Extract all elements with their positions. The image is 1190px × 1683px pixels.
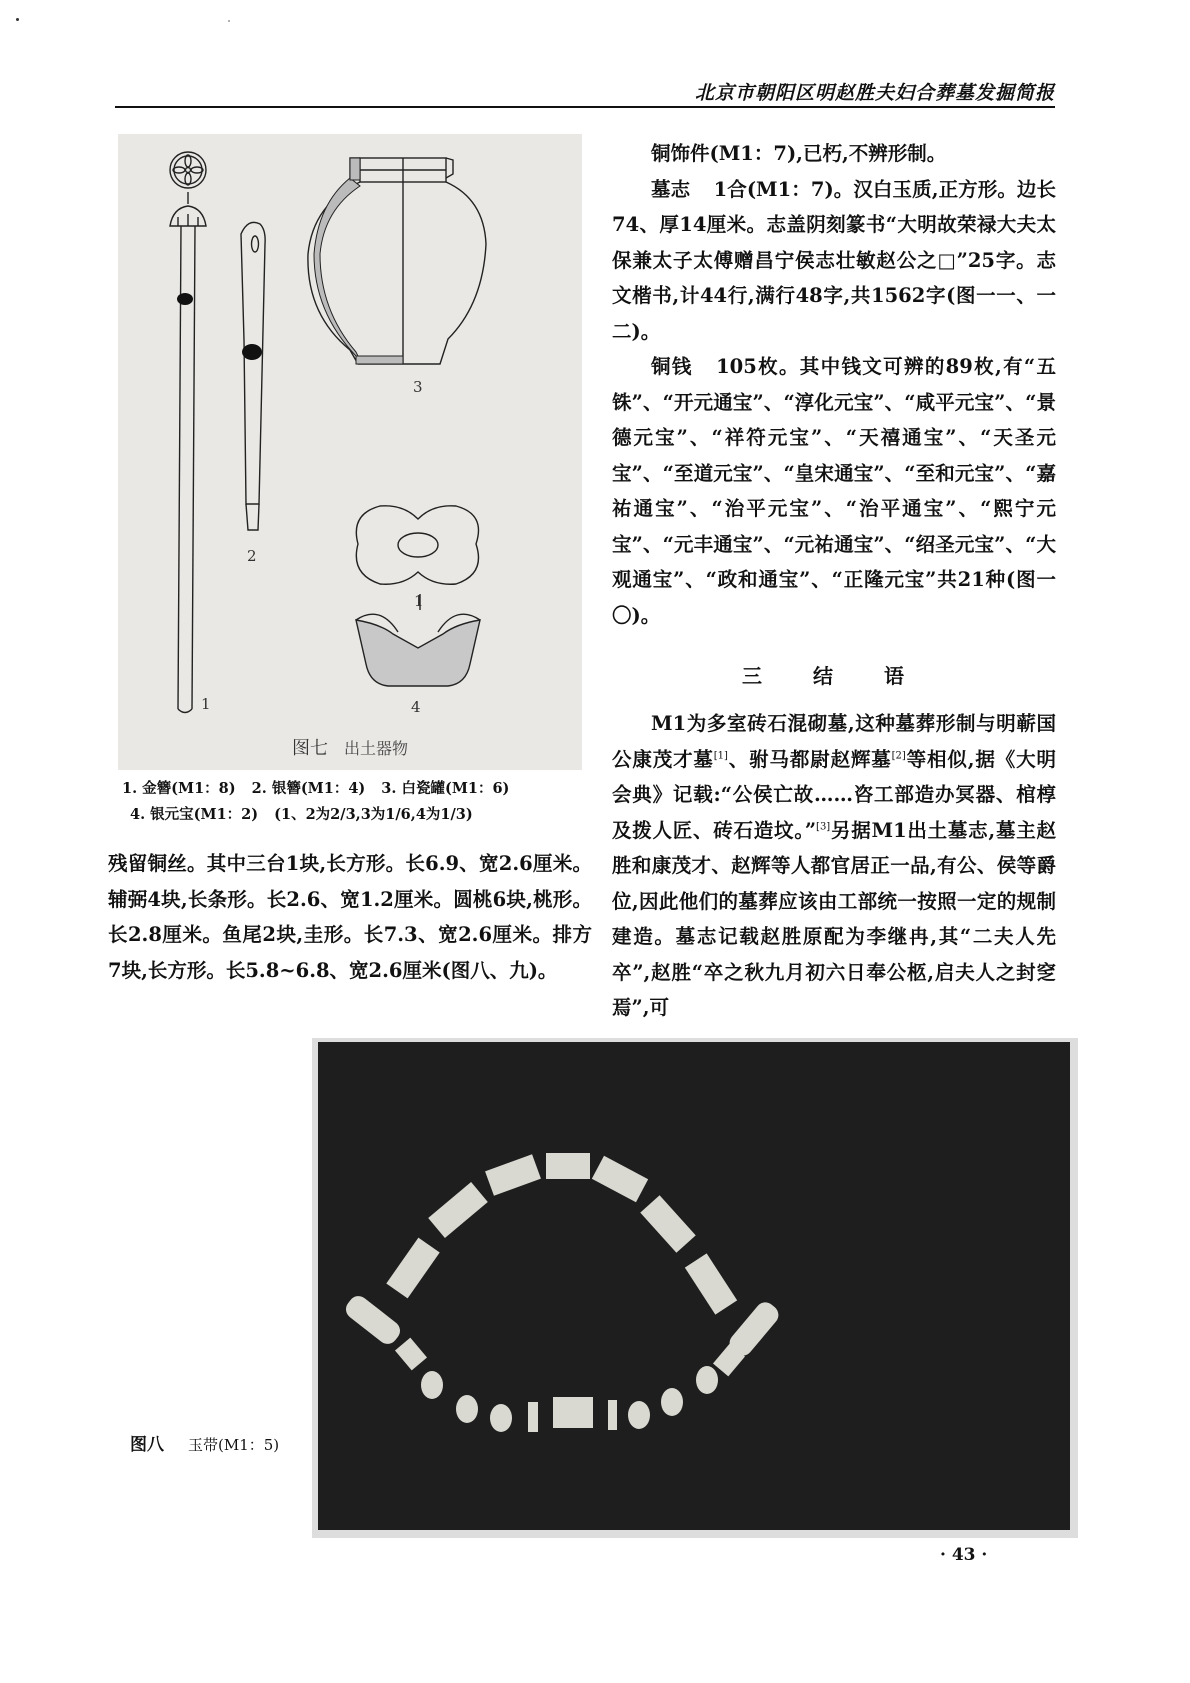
plaque-long [485,1154,541,1196]
label-item-4: 4 [411,698,421,716]
plaque-peach [661,1388,683,1416]
jar-section-hatching [314,158,403,364]
legend-item-3: 3. 白瓷罐(M1：6) [381,780,510,797]
plaque-long [428,1182,488,1238]
legend-item-2: 2. 银簪(M1：4) [251,780,366,797]
plaque-peach [456,1395,478,1423]
hairpin-1-dot [177,293,193,305]
figure-7-drawings [118,134,582,770]
label-item-2: 2 [247,547,257,565]
silver-ingot-top-view [356,506,478,584]
term-coins: 铜钱 [651,355,693,378]
label-item-3: 3 [413,378,423,396]
conclusion-text-a: M1为多室砖石混砌墓,这种墓葬形制与明蕲国公康茂才墓 [612,712,1056,771]
figure-7-caption [118,734,582,760]
figure-7-number: 图七 [291,738,328,759]
scan-speck [228,20,230,22]
left-column-text [108,846,592,988]
page-number: · 43 · [940,1545,988,1565]
legend-item-1: 1. 金簪(M1：8) [122,780,236,797]
conclusion-text-b: 、驸马都尉赵辉墓 [727,747,892,771]
figure-8-number: 图八 [130,1435,164,1455]
plaque-peach [490,1404,512,1432]
legend-scale-note: (1、2为2/3,3为1/6,4为1/3) [274,806,473,823]
figure-7-title: 出土器物 [343,739,408,758]
figure-8-photo-jade-belt [318,1042,1070,1530]
reference-1[interactable]: [1] [713,750,728,761]
jade-belt-plaques [318,1042,1070,1530]
figure-7-legend [122,776,592,828]
paragraph-bronze-ornament: 铜饰件(M1：7),已朽,不辨形制。 [651,142,947,165]
plaque-peach [421,1371,443,1399]
hairpin-1-drawing [170,206,206,713]
reference-2[interactable]: [2] [891,750,906,761]
conclusion-text-d: 另据M1出土墓志,墓主赵胜和康茂才、赵辉等人都官居正一品,有公、侯等爵位,因此他们的墓葬应该由工部统一按照一定的规制建造。墓志记载赵胜原配为李继冉,其“二夫人先卒”,赵胜“卒之秋九月初六日奉公柩,启夫人之封窆焉”,可 [612,818,1056,1019]
header-rule [115,106,1055,108]
plaque-fish-tail-left [342,1292,404,1348]
legend-item-4: 4. 银元宝(M1：2) [130,806,259,823]
reference-3[interactable]: [3] [816,821,831,832]
plaque-fu-bi [395,1338,427,1371]
plaque-fu-bi [528,1402,538,1432]
term-epitaph: 墓志 [651,177,691,201]
porcelain-jar-drawing [308,158,486,364]
hairpin-1-flower-view [170,152,206,188]
paragraph-epitaph [612,172,1056,350]
label-ingot-divider: 1 [414,592,424,610]
section-heading-conclusion: 三 结 语 [742,664,926,688]
plaque-peach [628,1401,650,1429]
running-header-title: 北京市朝阳区明赵胜夫妇合葬墓发掘简报 [694,82,1055,104]
plaque-san-tai-bottom [553,1397,593,1428]
plaque-peach [696,1366,718,1394]
hairpin-2-dot [242,344,262,360]
right-column-text [612,136,1056,633]
coins-text: 105枚。其中钱文可辨的89枚,有“五铢”、“开元通宝”、“淳化元宝”、“咸平元宝”、“景德元宝”、“祥符元宝”、“天禧通宝”、“天圣元宝”、“至道元宝”、“皇宋通宝”、“至和元宝”、“嘉祐通宝”、“治平元宝”、“治平通宝”、“熙宁元宝”、“元丰通宝”、“元祐通宝”、“绍圣元宝”、“大观通宝”、“政和通宝”、“正隆元宝”共21种(图一〇)。 [612,355,1056,627]
plaque-long [386,1238,439,1299]
label-item-1: 1 [201,695,211,713]
paragraph-coins [612,349,1056,633]
scan-speck [16,18,19,21]
conclusion-text-c: 等相似,据《大明会典》记载:“公侯亡故……咨工部造办冥器、棺椁及拨人匠、砖石造坟。” [612,747,1056,842]
figure-8-title: 玉带(M1：5) [188,1436,280,1454]
hairpin-2-drawing [241,222,265,530]
plaque-long [640,1195,695,1253]
paragraph-jade-belt: 残留铜丝。其中三台1块,长方形。长6.9、宽2.6厘米。辅弼4块,长条形。长2.6、宽1.2厘米。圆桃6块,桃形。长2.8厘米。鱼尾2块,圭形。长7.3、宽2.6厘米。排方7块,长方形。长5.8~6.8、宽2.6厘米(图八、九)。 [108,852,592,982]
plaque-long [592,1156,648,1202]
figure-8-caption [130,1430,279,1455]
silver-ingot-section [356,614,480,686]
epitaph-text: 1合(M1：7)。汉白玉质,正方形。边长74、厚14厘米。志盖阴刻篆书“大明故荣禄大夫太保兼太子太傅赠昌宁侯志壮敏赵公之□”25字。志文楷书,计44行,满行48字,共1562字(图一一、一二)。 [612,177,1056,343]
figure-7-artwork [118,134,582,734]
plaque-long [685,1253,737,1314]
plaque-san-tai [546,1153,590,1179]
conclusion-text [612,706,1056,1026]
plaque-fu-bi [608,1400,617,1430]
paragraph-conclusion [612,706,1056,1026]
